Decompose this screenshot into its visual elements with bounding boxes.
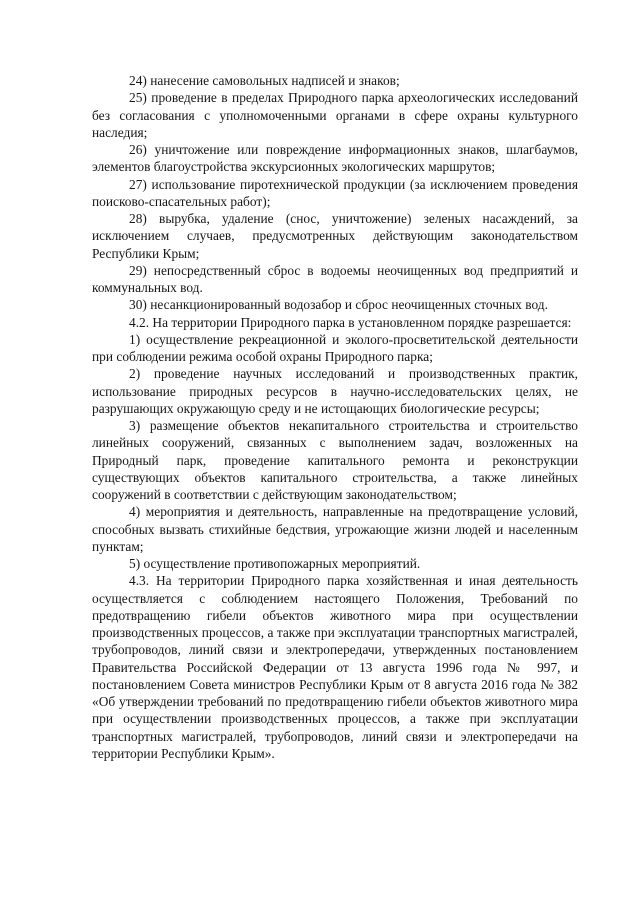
section-4-3-paragraph: 4.3. На территории Природного парка хозяйственная и иная деятельность осуществляется с соблюдением настоящего Положения, Требований по предотвращению гибели объектов животного мира при осуществлении производственных процессов, а также при эксплуатации транспортных магистралей, трубопроводов, линий связи и электропередачи, утвержденных постановлением Правительства Российской Федерации от 13 августа 1996 года № 997, и постановлением Совета министров Республики Крым от 8 августа 2016 года № 382 «Об утверждении требований по предотвращению гибели объектов животного мира при осуществлении производственных процессов, а также при эксплуатации транспортных магистралей, трубопроводов, линий связи и электропередачи на территории Республики Крым». <box>92 573 578 761</box>
paragraph-permitted-5: 5) осуществление противопожарных мероприятий. <box>129 556 421 571</box>
document-page <box>92 72 578 762</box>
paragraph-permitted-4: 4) мероприятия и деятельность, направленные на предотвращение условий, способных вызвать стихийные бедствия, угрожающие жизни людей и населенным пунктам; <box>92 504 578 554</box>
paragraph-item-29: 29) непосредственный сброс в водоемы неочищенных вод предприятий и коммунальных вод. <box>92 262 578 295</box>
paragraph-item-26: 26) уничтожение или повреждение информационных знаков, шлагбаумов, элементов благоустройства экскурсионных экологических маршрутов; <box>92 142 578 175</box>
paragraph-permitted-3: 3) размещение объектов некапитального строительства и строительство линейных сооружений, связанных с выполнением задач, возложенных на Природный парк, проведение капитального ремонта и реконструкции существующих объектов капитального строительства, а также линейных сооружений в соответствии с действующим законодательством; <box>92 418 578 502</box>
paragraph-item-27: 27) использование пиротехнической продукции (за исключением проведения поисково-спасательных работ); <box>92 176 578 209</box>
paragraph-item-25: 25) проведение в пределах Природного парка археологических исследований без согласования с уполномоченными органами в сфере охраны культурного наследия; <box>92 90 578 140</box>
paragraph-item-24: 24) нанесение самовольных надписей и знаков; <box>129 73 400 88</box>
paragraph-item-28: 28) вырубка, удаление (снос, уничтожение) зеленых насаждений, за исключением случаев, предусмотренных действующим законодательством Республики Крым; <box>92 211 578 261</box>
paragraph-item-30: 30) несанкционированный водозабор и сброс неочищенных сточных вод. <box>129 297 548 313</box>
section-4-2-heading: 4.2. На территории Природного парка в установленном порядке разрешается: <box>129 314 572 330</box>
paragraph-permitted-2: 2) проведение научных исследований и производственных практик, использование природных ресурсов в научно-исследовательских целях, не разрушающих окружающую среду и не истощающих биологические ресурсы; <box>92 366 578 416</box>
paragraph-permitted-1: 1) осуществление рекреационной и эколого-просветительской деятельности при соблюдении режима особой охраны Природного парка; <box>92 331 578 364</box>
